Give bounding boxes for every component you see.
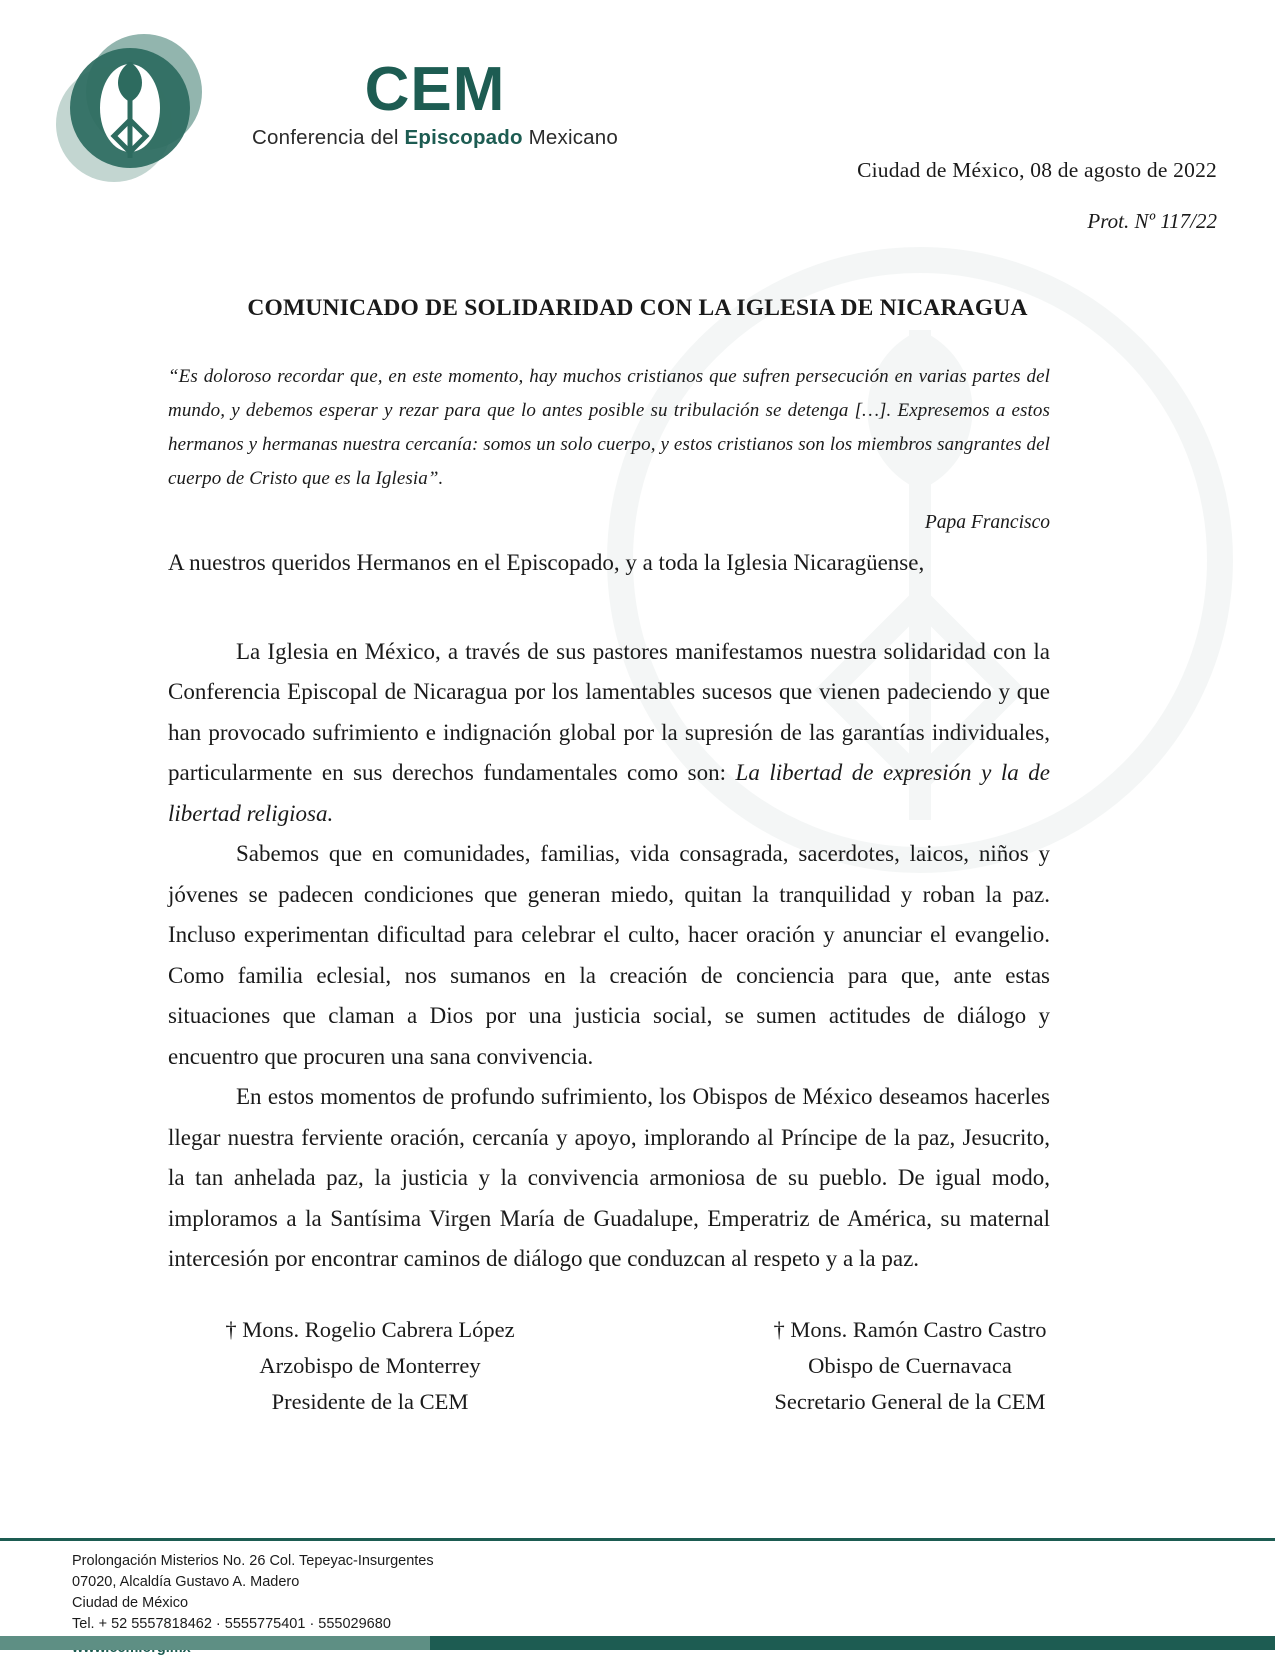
footer-line-2: 07020, Alcaldía Gustavo A. Madero <box>72 1574 300 1590</box>
signature-president-role: Arzobispo de Monterrey <box>259 1353 481 1378</box>
footer-line-4: Tel. + 52 5557818462 · 5555775401 · 555029680 <box>72 1616 391 1632</box>
document-date: Ciudad de México, 08 de agosto de 2022 <box>857 158 1217 182</box>
subtitle-part-1: Conferencia del <box>252 126 405 149</box>
cem-crosier-logo-icon <box>48 28 208 188</box>
page-title: COMUNICADO DE SOLIDARIDAD CON LA IGLESIA DE NICARAGUA <box>247 295 1028 321</box>
cem-wordmark-subtitle <box>225 126 645 150</box>
letterhead-footer <box>0 1538 1275 1650</box>
subtitle-part-2: Mexicano <box>522 126 618 149</box>
document-body <box>168 543 1050 1280</box>
letterhead-header <box>0 0 1275 233</box>
epigraph-text: “Es doloroso recordar que, en este momento, hay muchos cristianos que sufren persecución en varias partes del mundo, y debemos esperar y rezar para que lo antes posible su tribulación se detenga […]. Expresemos a estos hermanos y hermanas nuestra cercanía: somos un solo cuerpo, y estos cristianos son los miembros sangrantes del cuerpo de Cristo que es la Iglesia”. <box>168 366 1050 489</box>
cem-wordmark <box>225 55 645 150</box>
document-meta <box>697 158 1217 234</box>
signature-block <box>150 1312 1130 1420</box>
footer-accent-bar-light <box>0 1636 430 1650</box>
salutation: A nuestros queridos Hermanos en el Episcopado, y a toda la Iglesia Nicaragüense, <box>168 550 925 575</box>
cem-wordmark-text: CEM <box>364 55 506 124</box>
body-paragraph-1-text: La Iglesia en México, a través de sus pastores manifestamos nuestra solidaridad con la Conferencia Episcopal de Nicaragua por los lamentables sucesos que vienen padeciendo y que han provocado sufrimiento e indignación global por la supresión de las garantías individuales, particularmente en sus derechos fundamentales como son: <box>168 638 1050 785</box>
epigraph-author: Papa Francisco <box>924 512 1050 533</box>
subtitle-bold: Episcopado <box>404 126 523 149</box>
body-paragraph-2: Sabemos que en comunidades, familias, vida consagrada, sacerdotes, laicos, niños y jóvenes se padecen condiciones que generan miedo, quitan la tranquilidad y roban la paz. Incluso experimentan dificultad para celebrar el culto, hacer oración y anunciar el evangelio. Como familia eclesial, nos sumanos en la creación de conciencia para que, ante estas situaciones que claman a Dios por una justicia social, se sumen actitudes de diálogo y encuentro que procuren una sana convivencia. <box>168 841 1050 1069</box>
document-protocol-number: Prot. Nº 117/22 <box>1087 209 1217 233</box>
footer-line-1: Prolongación Misterios No. 26 Col. Tepeyac-Insurgentes <box>72 1553 434 1569</box>
epigraph-block <box>168 360 1050 534</box>
signature-president <box>150 1312 590 1420</box>
body-paragraph-1 <box>168 632 1050 835</box>
signature-secretary-name: † Mons. Ramón Castro Castro <box>773 1317 1047 1342</box>
signature-secretary-title: Secretario General de la CEM <box>774 1389 1046 1414</box>
signature-president-title: Presidente de la CEM <box>271 1389 469 1414</box>
signature-secretary-role: Obispo de Cuernavaca <box>808 1353 1012 1378</box>
signature-secretary <box>690 1312 1130 1420</box>
signature-president-name: † Mons. Rogelio Cabrera López <box>225 1317 515 1342</box>
footer-divider <box>0 1538 1275 1541</box>
body-paragraph-1-emphasis: La libertad de expresión y la de libertad religiosa. <box>168 760 1050 826</box>
footer-line-3: Ciudad de México <box>72 1595 189 1611</box>
body-paragraph-3: En estos momentos de profundo sufrimiento, los Obispos de México deseamos hacerles llegar nuestra ferviente oración, cercanía y apoyo, implorando al Príncipe de la paz, Jesucrito, la tan anhelada paz, la justicia y la convivencia armoniosa de su pueblo. De igual modo, imploramos a la Santísima Virgen María de Guadalupe, Emperatriz de América, su maternal intercesión por encontrar caminos de diálogo que conduzcan al respeto y a la paz. <box>168 1084 1050 1271</box>
